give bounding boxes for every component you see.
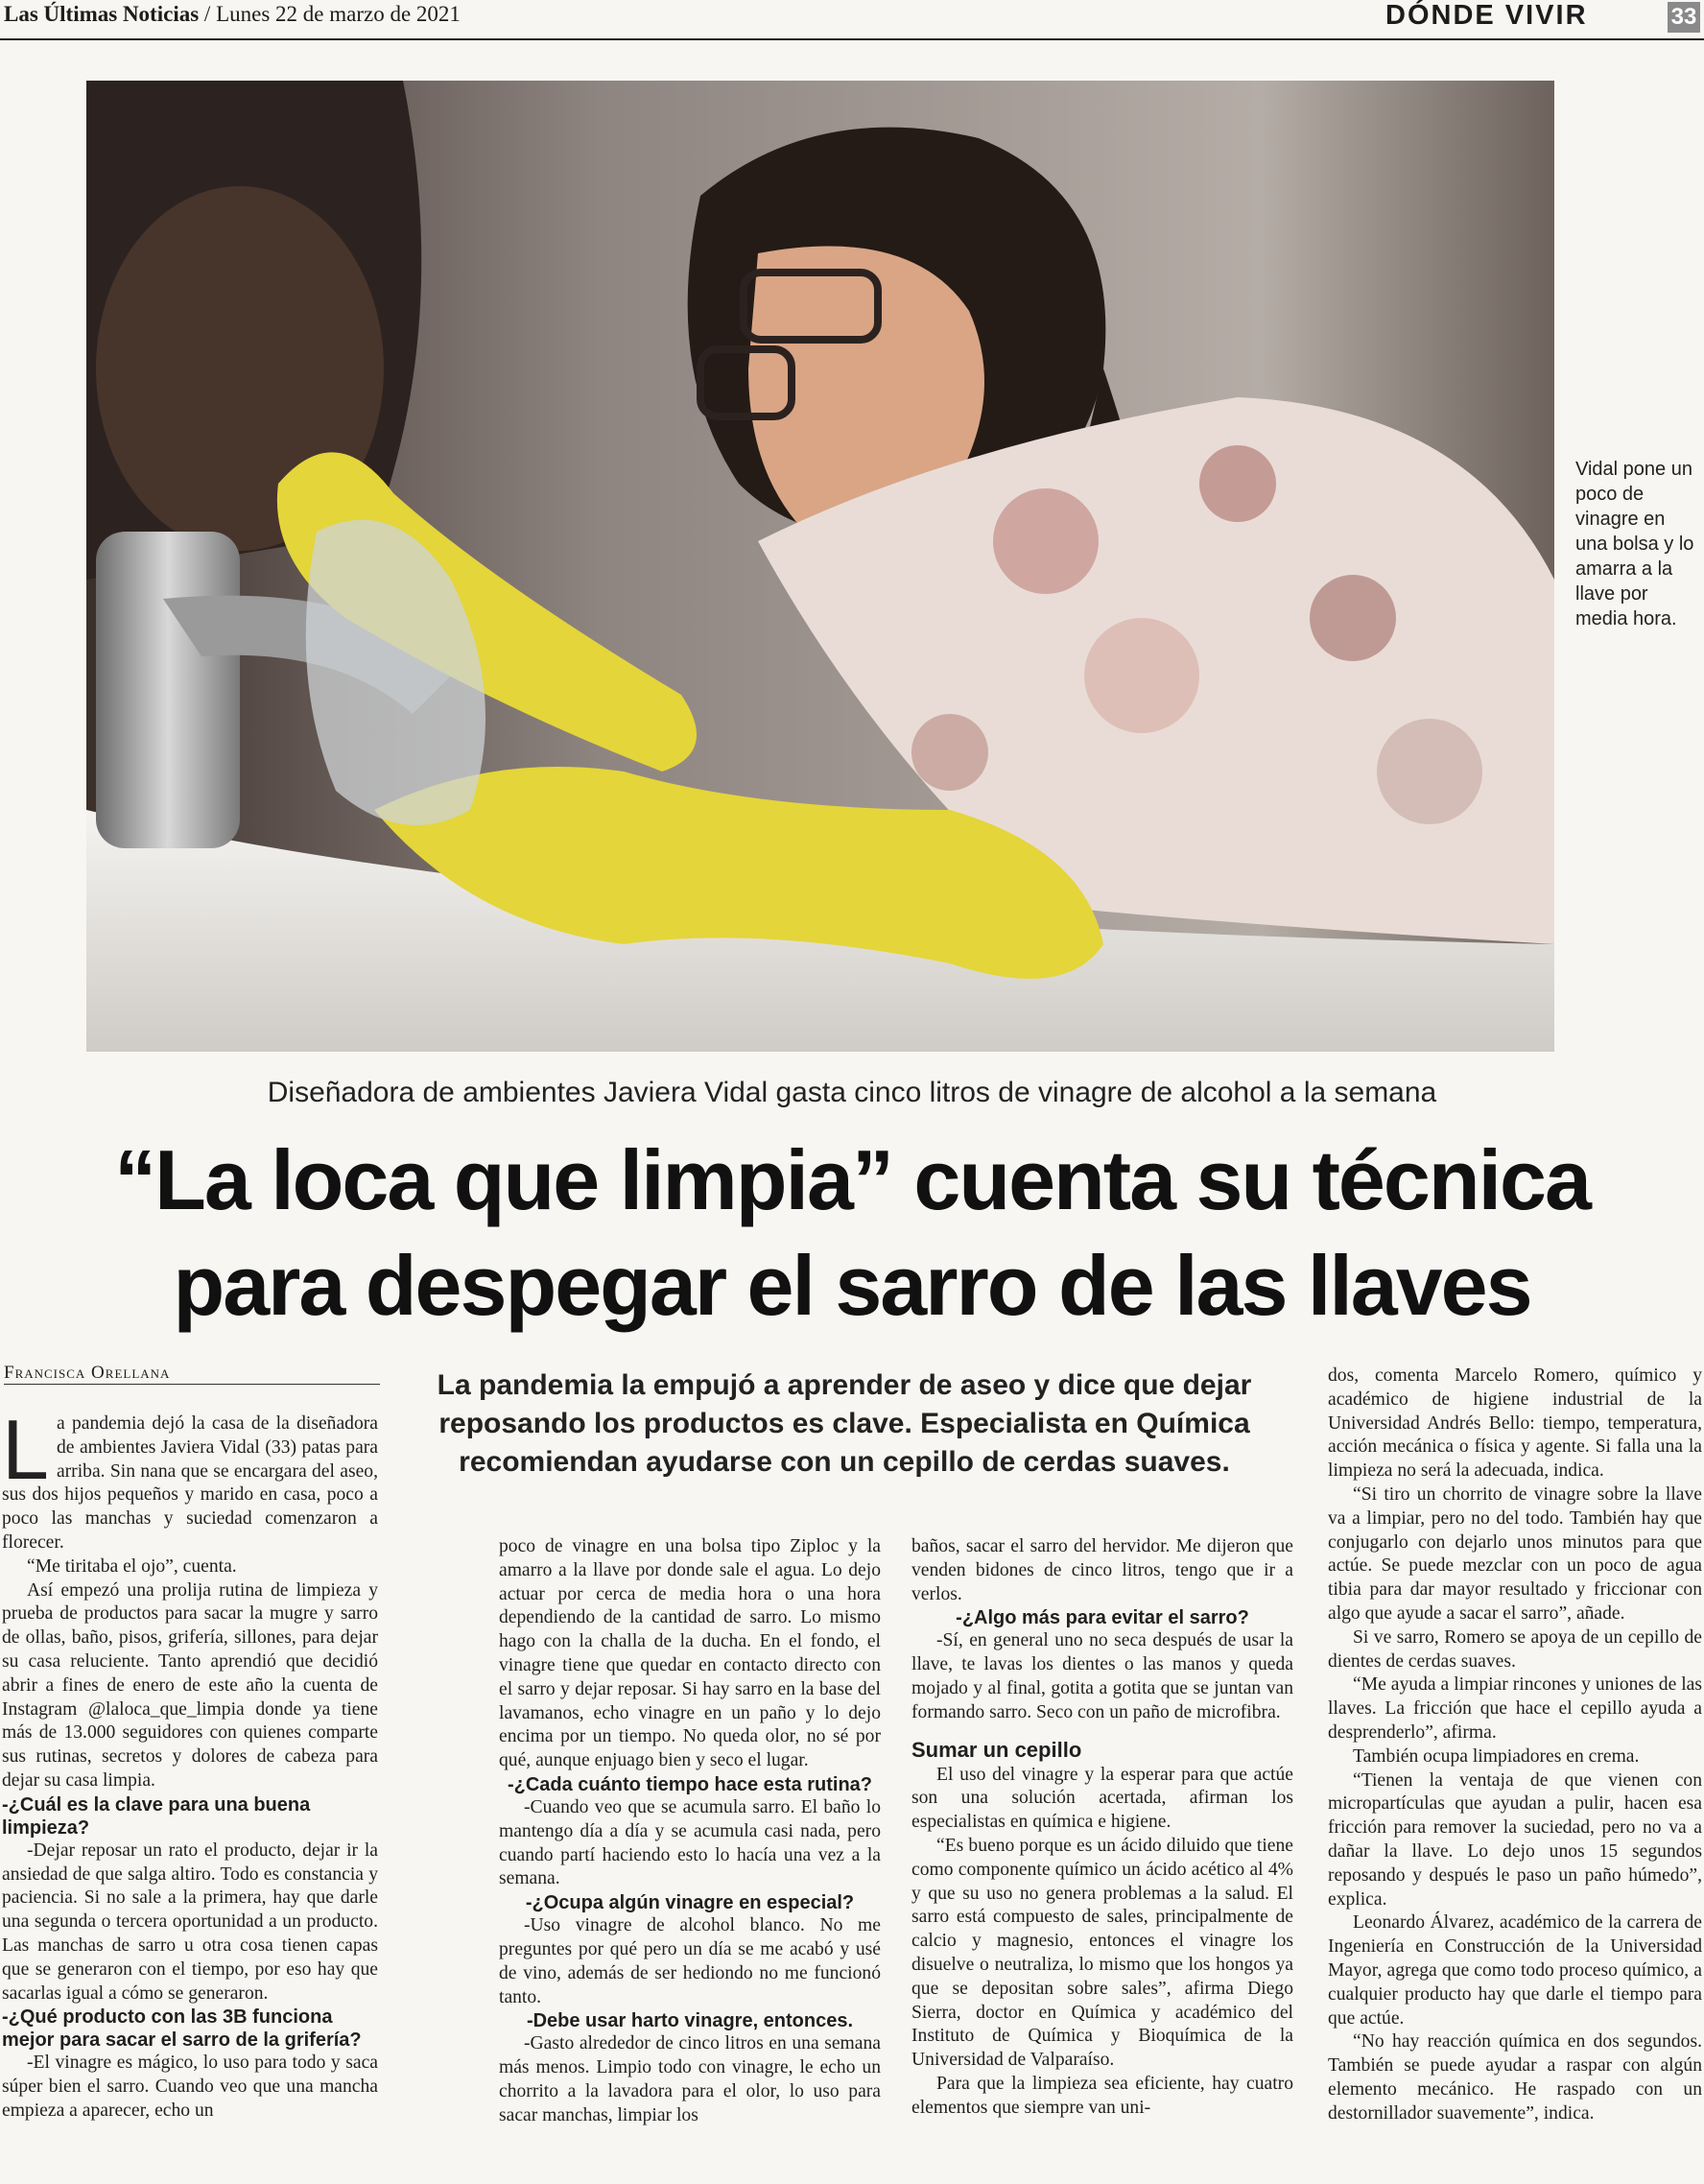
masthead-separator: /	[203, 2, 211, 26]
page-number: 33	[1668, 2, 1700, 33]
paragraph: También ocupa limpiadores en crema.	[1353, 1745, 1640, 1767]
paragraph: Para que la limpieza sea eficiente, hay cuatro elementos que siempre van uni-	[911, 2073, 1293, 2118]
interview-question: -¿Cada cuánto tiempo hace esta rutina?	[507, 1773, 873, 1795]
newspaper-name: Las Últimas Noticias	[4, 2, 200, 26]
paragraph: “Tienen la ventaja de que vienen con micropartículas que ayudan a pulir, hacen esa fricción para remover la suciedad, pero no va a dañar la llave. Lo dejo unos 15 segundos reposando y después le paso un paño húmedo”, explica.	[1328, 1769, 1702, 1910]
byline-rule	[4, 1384, 380, 1385]
paragraph: -Dejar reposar un rato el producto, dejar ir la ansiedad de que salga altiro. Todo es constancia y paciencia. Si no sale a la primera, hay que darle una segunda o tercera oportunidad a un producto. Las manchas de sarro u otra cosa tienen capas que se generaron con el tiempo, por eso hay que sacarlas igual a cómo se generaron.	[2, 1840, 378, 2004]
paragraph: “Si tiro un chorrito de vinagre sobre la llave va a limpiar, pero no del todo. También hay que conjugarlo con dejarlo unos minutos para que actúe. Se puede mezclar con un poco de agua tibia para dar mayor resultado y friccionar con algo que ayude a sacar el sarro”, añade.	[1328, 1484, 1702, 1624]
deck: La pandemia la empujó a aprender de aseo y dice que dejar reposando los productos es clave. Especialista en Química recomiendan ayudarse con un cepillo de cerdas suaves.	[437, 1369, 1252, 1478]
interview-question: -¿Ocupa algún vinagre en especial?	[525, 1892, 855, 1914]
kicker: Diseñadora de ambientes Javiera Vidal gasta cinco litros de vinagre de alcohol a la semana	[267, 1077, 1437, 1108]
faucet	[96, 532, 240, 848]
paragraph: poco de vinagre en una bolsa tipo Ziploc y la amarro a la llave por donde sale el agua. Lo dejo actuar por cerca de media hora o una hora dependiendo de la cantidad de sarro. Lo mismo hago con la challa de la ducha. En el fondo, el vinagre tiene que quedar en contacto directo con el sarro y dejar reposar. Si hay sarro en la base del lavamanos, echo vinagre en un paño y lo dejo encima por un tiempo. No queda olor, no sé por qué, aunque enjuago bien y seco el lugar.	[499, 1536, 881, 1771]
headline-line-2: para despegar el sarro de las llaves	[173, 1238, 1531, 1333]
paragraph: -Uso vinagre de alcohol blanco. No me preguntes por qué pero un día se me acabó y usé de vino, además de ser hediondo no me funcionó tanto.	[499, 1915, 881, 2007]
article-photo	[86, 81, 1554, 1052]
paragraph: baños, sacar el sarro del hervidor. Me dijeron que venden bidones de cinco litros, tengo que ir a verlos.	[911, 1536, 1293, 1604]
paragraph: “Es bueno porque es un ácido diluido que tiene como componente químico un ácido acético al 4% y que su uso no genera problemas a la salud. El sarro está compuesto de sales, principalmente de calcio y magnesio, entonces el vinagre los disuelve o neutraliza, lo mismo que los hongos ya que se depositan sobre sales”, afirma Diego Sierra, doctor en Química y académico del Instituto de Química y Bioquímica de la Universidad de Valparaíso.	[911, 1835, 1293, 2071]
paragraph: Si ve sarro, Romero se apoya de un cepillo de dientes de cerdas suaves.	[1328, 1626, 1702, 1672]
byline: Francisca Orellana	[4, 1363, 171, 1383]
paragraph: “No hay reacción química en dos segundos. También se puede ayudar a raspar con algún elemento mecánico. He raspado con un destornillador suavemente”, indica.	[1328, 2031, 1702, 2124]
article-column-2	[499, 1535, 881, 2128]
paragraph: -Sí, en general uno no seca después de usar la llave, te lavas los dientes o las manos y queda mojado y al final, gotita a gotita que se juntan van formando sarro. Seco con un paño de microfibra.	[911, 1630, 1293, 1722]
paragraph: El uso del vinagre y la esperar para que actúe son una solución acertada, afirman los especialistas en química e higiene.	[911, 1764, 1293, 1833]
headline-line-1: “La loca que limpia” cuenta su técnica	[114, 1132, 1590, 1227]
interview-question: -¿Cuál es la clave para una buena limpieza?	[2, 1793, 311, 1839]
article-column-4	[1328, 1365, 1702, 2126]
paragraph: -Gasto alrededor de cinco litros en una semana más menos. Limpio todo con vinagre, le echo un chorrito a la lavadora para el olor, lo uso para sacar manchas, limpiar los	[499, 2033, 881, 2125]
masthead	[4, 2, 461, 27]
section-name: DÓNDE VIVIR	[1385, 0, 1588, 31]
paragraph: -El vinagre es mágico, lo uso para todo y saca súper bien el sarro. Cuando veo que una mancha empieza a aparecer, echo un	[2, 2053, 378, 2121]
paragraph: dos, comenta Marcelo Romero, químico y académico de higiene industrial de la Universidad Andrés Bello: tiempo, temperatura, acción mecánica o física y agente. Si falla una la limpieza no será la adecuada, indica.	[1328, 1365, 1702, 1482]
article-column-3	[911, 1535, 1293, 2121]
photo-illustration	[86, 81, 1554, 1052]
paragraph: Así empezó una prolija rutina de limpieza y prueba de productos para sacar la mugre y sarro de ollas, baño, pisos, grifería, sillones, para dejar su casa reluciente. Tanto aprendió que decidió abrir a fines de enero de este año la cuenta de Instagram @laloca_que_limpia donde ya tiene más de 13.000 seguidores con quienes comparte sus rutinas, secretos y dolores de cabeza para dejar su casa limpia.	[2, 1579, 378, 1791]
interview-question: -¿Qué producto con las 3B funciona mejor para sacar el sarro de la grifería?	[2, 2006, 362, 2052]
paragraph: “Me ayuda a limpiar rincones y uniones de las llaves. La fricción que hace el cepillo ayuda a desprenderlo”, afirma.	[1328, 1674, 1702, 1743]
photo-caption: Vidal pone un poco de vinagre en una bolsa y lo amarra a la llave por media hora.	[1575, 459, 1694, 629]
interview-question: -Debe usar harto vinagre, entonces.	[526, 2010, 854, 2032]
interview-question: -¿Algo más para evitar el sarro?	[956, 1607, 1249, 1629]
paragraph: Leonardo Álvarez, académico de la carrera de Ingeniería en Construcción de la Universidad Mayor, agrega que como todo proceso químico, a cualquier producto hay que darle el tiempo para que actúe.	[1328, 1912, 1702, 2029]
paragraph: “Me tiritaba el ojo”, cuenta.	[27, 1555, 237, 1577]
subheading: Sumar un cepillo	[911, 1737, 1082, 1762]
drop-cap: L	[2, 1402, 49, 1497]
article-column-1	[2, 1402, 378, 2124]
issue-date: Lunes 22 de marzo de 2021	[216, 2, 461, 26]
paragraph: -Cuando veo que se acumula sarro. El baño lo mantengo día a día y se acumula casi nada, pero cuando partí haciendo esto lo hacía una vez a la semana.	[499, 1796, 881, 1889]
paragraph: La pandemia dejó la casa de la diseñadora de ambientes Javiera Vidal (33) patas para arriba. Sin nana que se encargara del aseo, sus dos hijos pequeños y marido en casa, poco a poco las manchas y suciedad comenzaron a florecer.	[2, 1402, 378, 1553]
top-rule	[0, 38, 1704, 40]
